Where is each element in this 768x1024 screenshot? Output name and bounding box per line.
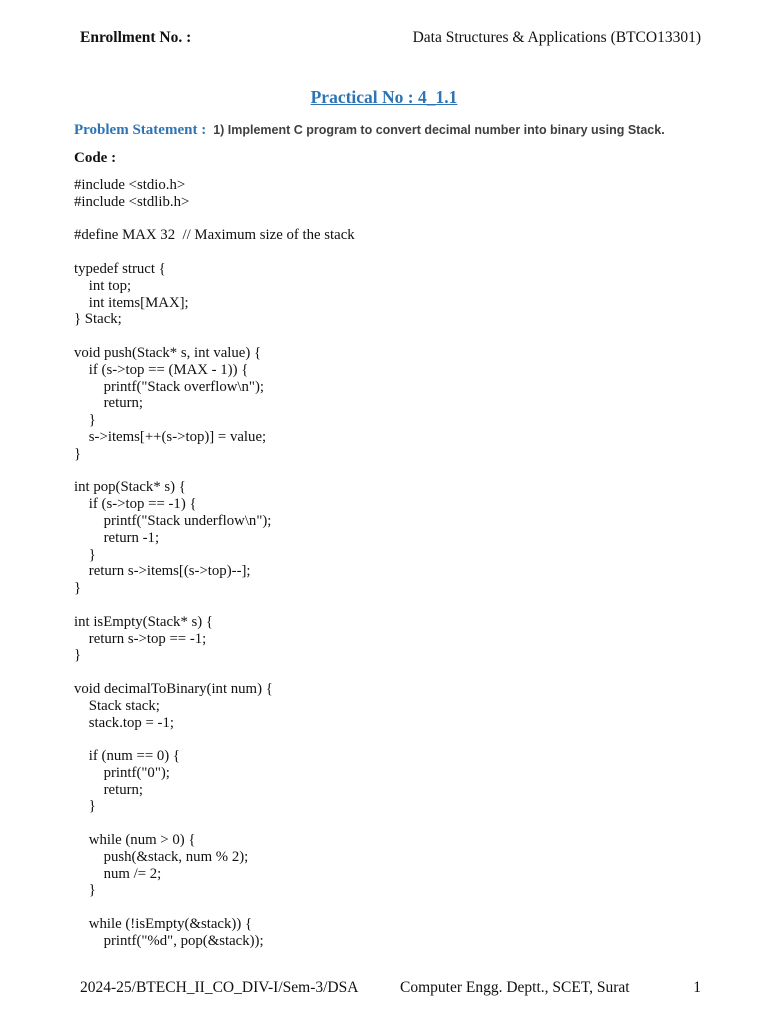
code-block [74,177,355,950]
code-line: s->items[++(s->top)] = value; [74,428,267,445]
code-line [74,899,355,916]
code-line: return -1; [74,529,160,546]
code-line: int pop(Stack* s) { [74,479,186,496]
code-line: int items[MAX]; [74,294,189,311]
code-line: return s->top == -1; [74,630,207,647]
code-line: } Stack; [74,311,122,328]
code-line: #define MAX 32 // Maximum size of the stack [74,227,355,244]
code-line: } [74,445,82,462]
code-line: } [74,412,96,429]
problem-statement-label: Problem Statement : [74,122,207,138]
code-line [74,664,355,681]
code-line: void decimalToBinary(int num) { [74,680,273,697]
code-line: #include <stdio.h> [74,177,186,193]
code-line: printf("Stack overflow\n"); [74,378,265,395]
code-line: printf("Stack underflow\n"); [74,512,272,529]
code-line: typedef struct { [74,260,166,277]
code-line: int top; [74,277,132,294]
code-line: int isEmpty(Stack* s) { [74,613,214,630]
code-line: stack.top = -1; [74,714,174,731]
enrollment-label: Enrollment No. : [80,29,192,46]
code-line: printf("0"); [74,764,170,781]
code-line [74,815,355,832]
code-line: } [74,546,96,563]
footer-batch: 2024-25/BTECH_II_CO_DIV-I/Sem-3/DSA [80,979,359,996]
code-line: return; [74,781,144,798]
code-line [74,328,355,345]
code-line [74,731,355,748]
code-line: while (!isEmpty(&stack)) { [74,916,253,933]
code-line: Stack stack; [74,697,160,714]
code-line [74,244,355,261]
practical-title: Practical No : 4_1.1 [310,87,458,107]
code-line: if (num == 0) { [74,748,180,765]
code-line: return s->items[(s->top)--]; [74,563,251,580]
code-line: } [74,580,82,597]
code-line: if (s->top == -1) { [74,496,197,513]
code-line: } [74,882,96,899]
page-number: 1 [693,979,701,996]
code-line: return; [74,395,144,412]
code-line: } [74,798,96,815]
code-label: Code : [74,150,117,166]
code-line: push(&stack, num % 2); [74,848,249,865]
code-line: if (s->top == (MAX - 1)) { [74,361,249,378]
code-line [74,463,355,480]
code-line [74,211,355,228]
code-line [74,597,355,614]
problem-statement-text: 1) Implement C program to convert decimal number into binary using Stack. [213,123,665,137]
footer-department: Computer Engg. Deptt., SCET, Surat [400,979,630,996]
code-line: #include <stdlib.h> [74,193,190,210]
code-line: void push(Stack* s, int value) { [74,344,262,361]
course-title: Data Structures & Applications (BTCO13301) [412,29,701,46]
problem-statement [74,121,665,139]
code-line: num /= 2; [74,865,162,882]
code-line: printf("%d", pop(&stack)); [74,932,264,949]
code-line: } [74,647,82,664]
code-line: while (num > 0) { [74,832,196,849]
